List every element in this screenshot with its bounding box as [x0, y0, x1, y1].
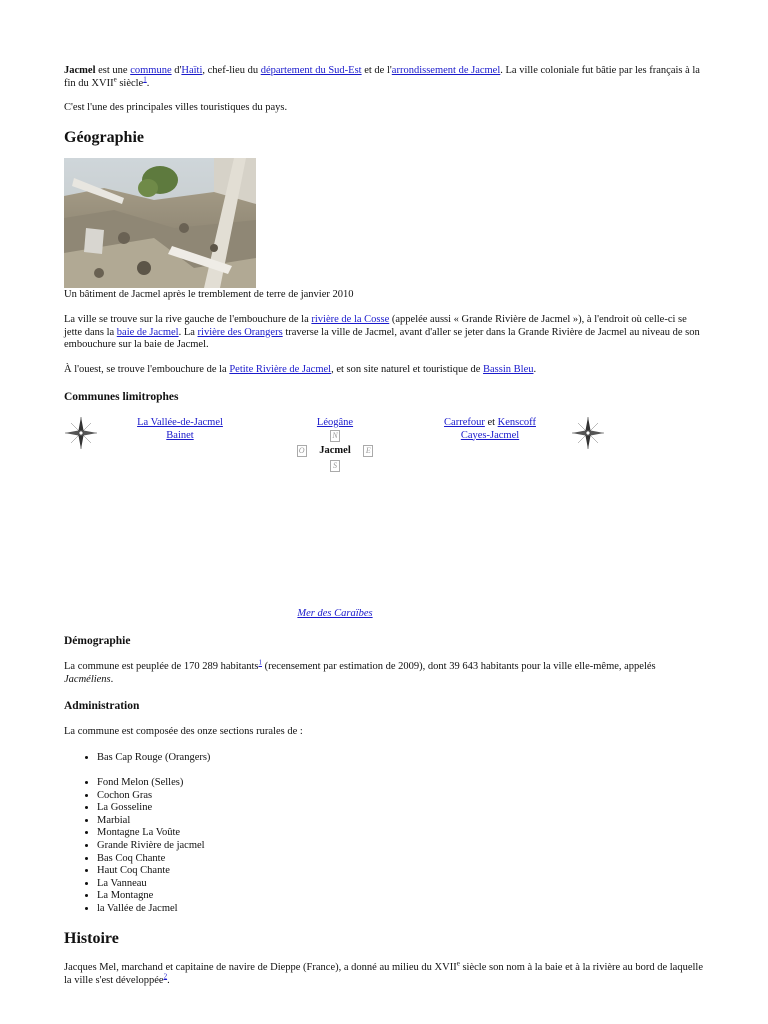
list-item: • Fond Melon (Selles): [97, 777, 205, 790]
list-item: • Grande Rivière de jacmel: [97, 840, 205, 853]
compass-rose-icon: [64, 416, 98, 450]
geography-paragraph-2: À l'ouest, se trouve l'embouchure de la Petite Rivière de Jacmel, et son site naturel et touristique de Bassin Bleu.: [64, 364, 537, 375]
direction-east: E: [363, 445, 373, 457]
section-heading-administration: Administration: [64, 700, 140, 712]
list-item: • La Gosseline: [97, 802, 205, 815]
link-carrefour[interactable]: Carrefour: [444, 417, 485, 428]
administration-intro: La commune est composée des onze sections rurales de :: [64, 726, 303, 737]
section-heading-histoire: Histoire: [64, 930, 119, 947]
list-item: • la Vallée de Jacmel: [97, 903, 205, 916]
link-cayes-jacmel[interactable]: Cayes-Jacmel: [460, 429, 520, 441]
photo-caption: Un bâtiment de Jacmel après le tremblement de terre de janvier 2010: [64, 289, 354, 300]
link-bassin-bleu[interactable]: Bassin Bleu: [483, 364, 534, 375]
section-heading-geographie: Géographie: [64, 129, 144, 146]
link-riviere-cosse[interactable]: rivière de la Cosse: [311, 314, 390, 325]
section-heading-demographie: Démographie: [64, 635, 131, 647]
link-bainet[interactable]: Bainet: [166, 429, 194, 441]
link-baie-jacmel[interactable]: baie de Jacmel: [116, 326, 179, 338]
link-commune[interactable]: commune: [130, 65, 172, 76]
intro-paragraph: Jacmel est une commune d'Haïti, chef-lieu du département du Sud-Est et de l'arrondissement de Jacmel. La ville coloniale fut bâtie par les français à la fin du XVIIe siècle$^1$.: [64, 65, 700, 89]
section-heading-communes: Communes limitrophes: [64, 391, 179, 403]
compass-rose-icon: [571, 416, 605, 450]
sections-list-first: [65, 752, 210, 765]
link-vallee-de-jacmel[interactable]: La Vallée-de-Jacmel: [137, 417, 223, 428]
commune-south: [275, 608, 395, 621]
list-item: • Montagne La Voûte: [97, 827, 205, 840]
ref-link-2[interactable]: 2: [163, 972, 168, 980]
link-haiti[interactable]: Haïti: [181, 65, 203, 76]
geography-paragraph-1: La ville se trouve sur la rive gauche de l'embouchure de la rivière de la Cosse (appelée aussi « Grande Rivière de Jacmel »), à l'endroit où celle-ci se jette dans la baie de Jacmel. La rivière des Orangers traverse la ville de Jacmel, avant d'aller se jeter dans la Grande Rivière de Jacmel au niveau de son embouchure sur la baie de Jacmel.: [64, 314, 700, 350]
list-item: • Bas Coq Chante: [97, 853, 205, 866]
ref-link-demo[interactable]: 1: [258, 658, 262, 667]
direction-north: N: [330, 430, 340, 442]
link-petite-riviere[interactable]: Petite Rivière de Jacmel: [229, 364, 332, 375]
link-arrondissement[interactable]: arrondissement de Jacmel: [391, 65, 501, 76]
commune-south-box: [295, 460, 375, 473]
commune-northeast: Carrefour et Kenscoff Cayes-Jacmel: [444, 417, 536, 441]
earthquake-rubble-photo[interactable]: [64, 158, 256, 288]
list-item: • La Vanneau: [97, 878, 205, 891]
link-kenscoff[interactable]: Kenscoff: [497, 417, 536, 428]
commune-north: [295, 417, 375, 442]
demography-paragraph: La commune est peuplée de 170 289 habitants$^1$ (recensement par estimation de 2009), dont 39 643 habitants pour la ville elle-même, appelés Jacméliens.: [64, 658, 656, 685]
list-item: • La Montagne: [97, 890, 205, 903]
list-item: • Haut Coq Chante: [97, 865, 205, 878]
commune-center-row: [295, 445, 375, 458]
history-paragraph: Jacques Mel, marchand et capitaine de navire de Dieppe (France), a donné au milieu du XVIIe siècle son nom à la baie et à la rivière au bord de laquelle la ville s'est développée$^2$.: [64, 959, 703, 986]
ref-link-1[interactable]: 1: [143, 75, 147, 83]
list-item: • Cochon Gras: [97, 790, 205, 803]
link-riviere-orangers[interactable]: rivière des Orangers: [197, 326, 283, 338]
sections-list: [65, 777, 205, 916]
intro-paragraph-2: C'est l'une des principales villes touristiques du pays.: [64, 102, 288, 113]
direction-south: S: [330, 460, 340, 472]
article-subject: Jacmel: [64, 65, 96, 76]
link-leogane[interactable]: Léogâne: [316, 417, 354, 428]
link-mer-des-caraibes[interactable]: Mer des Caraïbes: [297, 608, 373, 619]
direction-west: O: [297, 445, 307, 457]
list-item: • Bas Cap Rouge (Orangers): [97, 752, 210, 765]
link-departement[interactable]: département du Sud-Est: [260, 65, 362, 76]
list-item: • Marbial: [97, 815, 205, 828]
commune-northwest: [110, 417, 250, 442]
center-commune: Jacmel: [319, 445, 351, 456]
